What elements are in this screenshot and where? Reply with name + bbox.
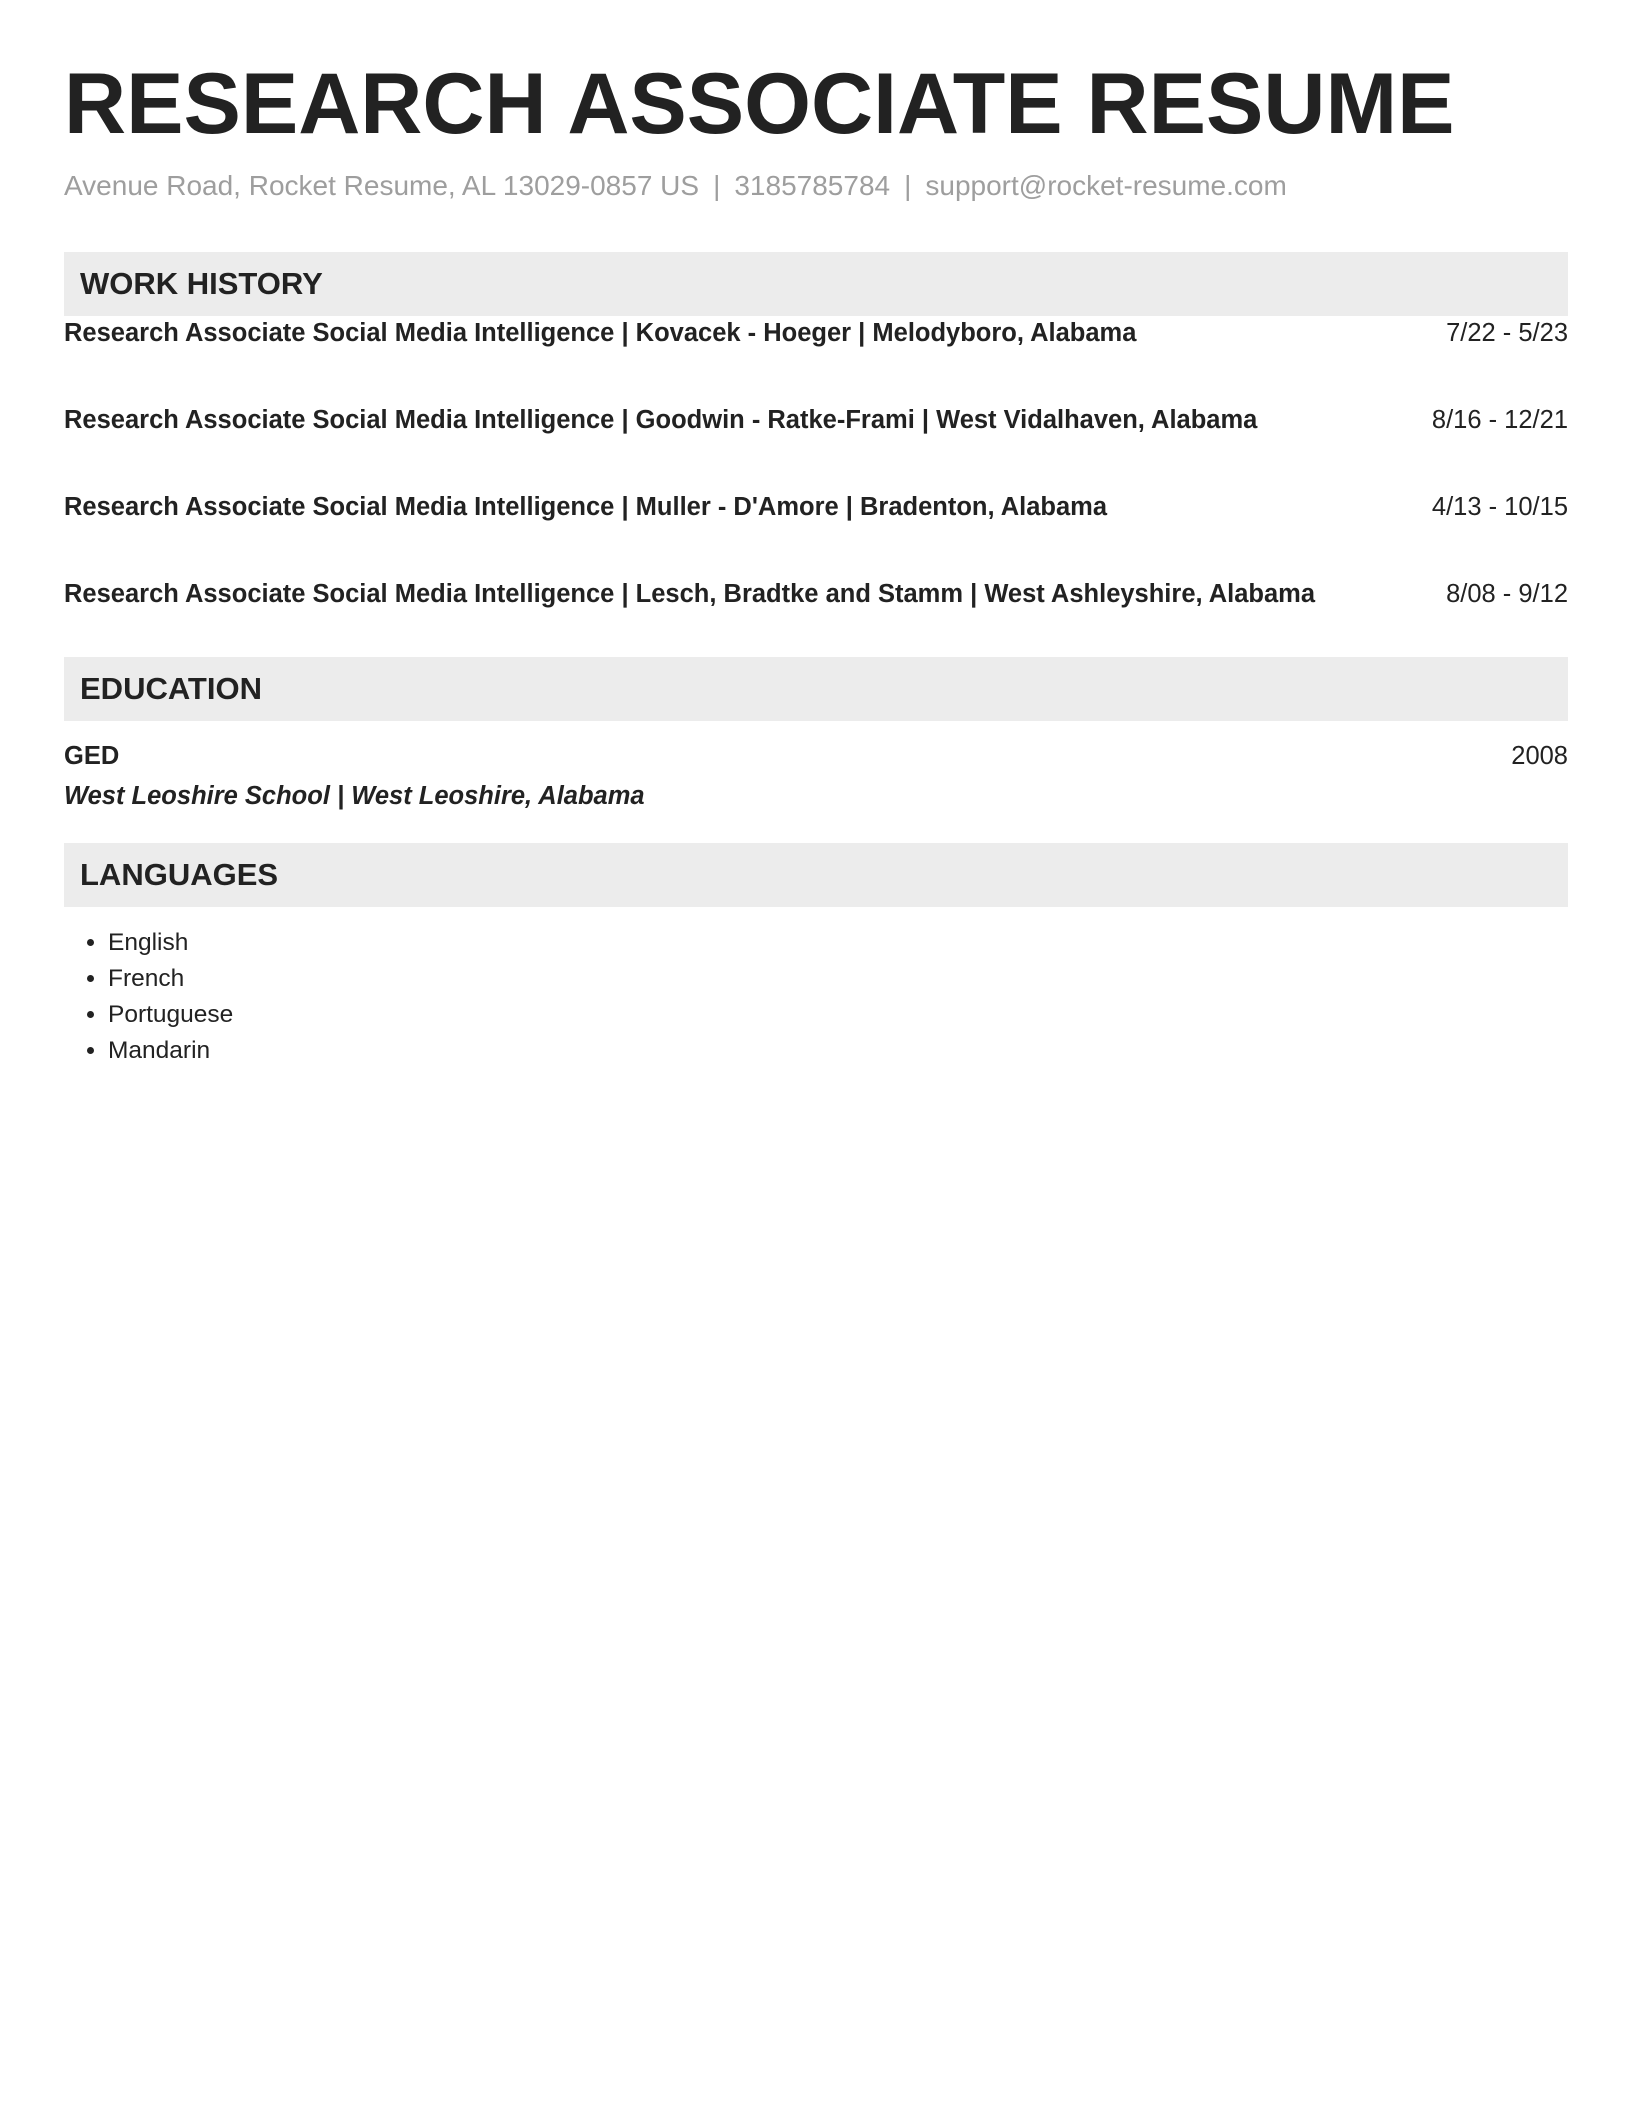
job-dates: 7/22 - 5/23 [1446,319,1568,347]
resume-title: RESEARCH ASSOCIATE RESUME [64,56,1455,152]
language-item: • Mandarin [108,1033,1568,1069]
education-degree: GED [64,742,120,770]
job-entry [64,490,1568,524]
job-title: Research Associate Social Media Intelligence | Lesch, Bradtke and Stamm | West Ashleyshire, Alabama [64,580,1316,608]
contact-line [64,168,1568,204]
languages-list [64,925,1568,1069]
work-history-heading: WORK HISTORY [64,252,1568,316]
language-item: • French [108,961,1568,997]
job-title: Research Associate Social Media Intelligence | Kovacek - Hoeger | Melodyboro, Alabama [64,319,1137,347]
education-school: West Leoshire School | West Leoshire, Alabama [64,782,645,810]
education-section [64,657,1568,813]
job-entry [64,316,1568,350]
education-year: 2008 [1511,742,1568,770]
work-history-section [64,252,1568,611]
contact-separator: | [904,170,912,201]
contact-phone: 3185785784 [734,170,891,201]
languages-section [64,843,1568,1069]
job-entry [64,403,1568,437]
language-item: • English [108,925,1568,961]
job-entry [64,577,1568,611]
contact-address: Avenue Road, Rocket Resume, AL 13029-0857 US [64,170,700,201]
education-entry [64,739,1568,773]
job-title: Research Associate Social Media Intelligence | Muller - D'Amore | Bradenton, Alabama [64,493,1107,521]
language-item: • Portuguese [108,997,1568,1033]
contact-email: support@rocket-resume.com [925,170,1287,201]
job-title: Research Associate Social Media Intelligence | Goodwin - Ratke-Frami | West Vidalhaven, Alabama [64,406,1258,434]
job-dates: 4/13 - 10/15 [1431,493,1568,521]
job-dates: 8/16 - 12/21 [1431,406,1568,434]
languages-heading: LANGUAGES [64,843,1568,907]
education-heading: EDUCATION [64,657,1568,721]
job-dates: 8/08 - 9/12 [1446,580,1568,608]
contact-separator: | [713,170,721,201]
